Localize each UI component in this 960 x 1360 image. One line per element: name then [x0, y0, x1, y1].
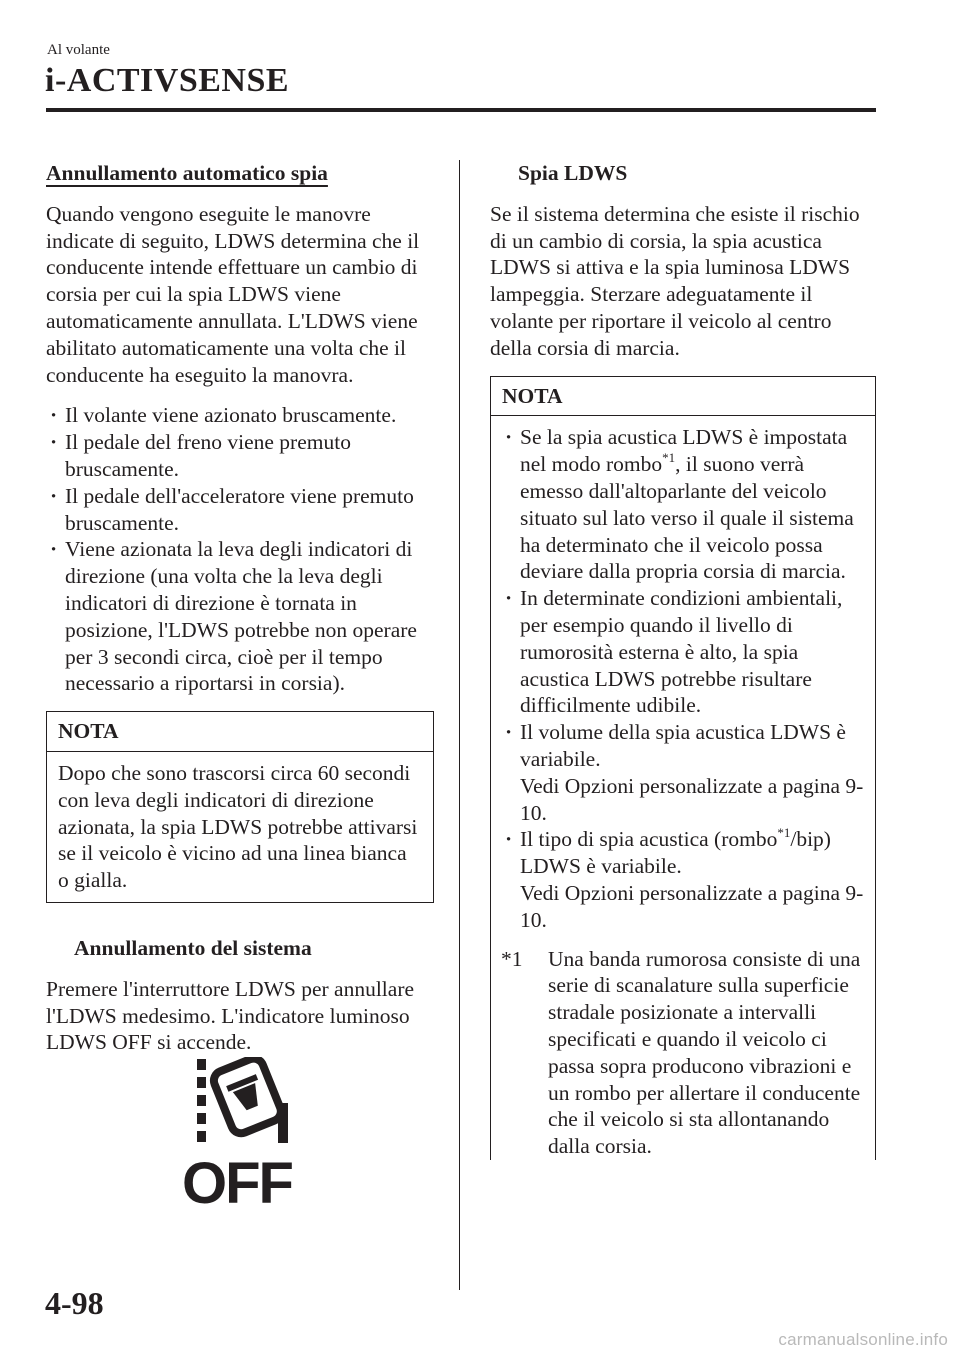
nota-box-left: [46, 711, 434, 903]
section-title: i-ACTIVSENSE: [45, 62, 290, 99]
page-reference: Vedi Opzioni personalizzate a pagina 9-10.: [520, 773, 864, 825]
chapter-label: Al volante: [47, 42, 110, 58]
ldws-off-indicator-icon: [175, 1057, 300, 1207]
page-number: 4-98: [45, 1285, 104, 1321]
page-reference: Vedi Opzioni personalizzate a pagina 9-10.: [520, 880, 864, 932]
list-item: · In determinate condizioni ambientali, per esempio quando il livello di rumorosità esterna è alto, la spia acustica LDWS potrebbe risultare difficilmente udibile.: [501, 585, 865, 719]
paragraph-spia-ldws: Se il sistema determina che esiste il rischio di un cambio di corsia, la spia acustica LDWS si attiva e la spia luminosa LDWS lampeggia. Sterzare adeguatamente il volante per riportare il veicolo al centro della corsia di marcia.: [490, 201, 860, 360]
left-column: [46, 160, 434, 1056]
footnote-ref: *1: [777, 825, 791, 841]
footnote-text: Una banda rumorosa consiste di una serie di scanalature sulla superficie stradale posizionate a intervalli specificati e quando il veicolo ci passa sopra producono vibrazioni e un rombo per allertare il conducente che il veicolo si sta allontanando dalla corsia.: [548, 946, 861, 1159]
heading-spia-ldws: Spia LDWS: [518, 161, 628, 185]
off-label: OFF: [182, 1151, 292, 1207]
footnote: [501, 946, 865, 1160]
heading-system-cancel: Annullamento del sistema: [74, 935, 312, 960]
footnote-mark: *1: [501, 946, 523, 971]
right-column: [490, 160, 876, 1160]
maneuver-list: [46, 402, 434, 697]
watermark: carmanualsonline.info: [778, 1330, 948, 1349]
nota-box-right: [490, 376, 876, 1160]
list-item: · Il pedale del freno viene premuto bruscamente.: [46, 429, 434, 483]
list-item: · Il pedale dell'acceleratore viene premuto bruscamente.: [46, 483, 434, 537]
header-rule: [46, 108, 876, 112]
nota-title: NOTA: [491, 377, 875, 417]
nota-text: Dopo che sono trascorsi circa 60 secondi con leva degli indicatori di direzione azionata, la spia LDWS potrebbe attivarsi se il veicolo è vicino ad una linea bianca o gialla.: [58, 760, 418, 893]
heading-auto-cancel: Annullamento automatico spia: [46, 161, 328, 185]
list-item: · Il volante viene azionato bruscamente.: [46, 402, 434, 429]
list-item: · Se la spia acustica LDWS è impostata nel modo rombo$^{*1}$, il suono verrà emesso dall'altoparlante del veicolo situato sul lato verso il quale il sistema ha determinato che il veicolo possa deviare dalla propria corsia di marcia.: [501, 424, 865, 585]
list-item: · Il volume della spia acustica LDWS è variabile. Vedi Opzioni personalizzate a pagina 9-10.: [501, 719, 865, 826]
list-item: · Viene azionata la leva degli indicatori di direzione (una volta che la leva degli indicatori di direzione è tornata in posizione, l'LDWS potrebbe non operare per 3 secondi circa, cioè per il tempo necessario a riportarsi in corsia).: [46, 536, 434, 697]
nota-list: [501, 424, 865, 933]
paragraph-auto-cancel: Quando vengono eseguite le manovre indicate di seguito, LDWS determina che il conducente intende effettuare un cambio di corsia per cui la spia LDWS viene automaticamente annullata. L'LDWS viene abilitato automaticamente una volta che il conducente ha eseguito la manovra.: [46, 201, 420, 387]
nota-title: NOTA: [47, 712, 433, 752]
list-item: · Il tipo di spia acustica (rombo$^{*1}$/bip) LDWS è variabile. Vedi Opzioni personalizzate a pagina 9-10.: [501, 826, 865, 933]
ldws-off-graphic: [175, 1057, 300, 1207]
footnote-ref: *1: [662, 450, 676, 466]
paragraph-system-cancel: Premere l'interruttore LDWS per annullare l'LDWS medesimo. L'indicatore luminoso LDWS OFF si accende.: [46, 976, 415, 1055]
column-divider: [459, 160, 460, 1290]
